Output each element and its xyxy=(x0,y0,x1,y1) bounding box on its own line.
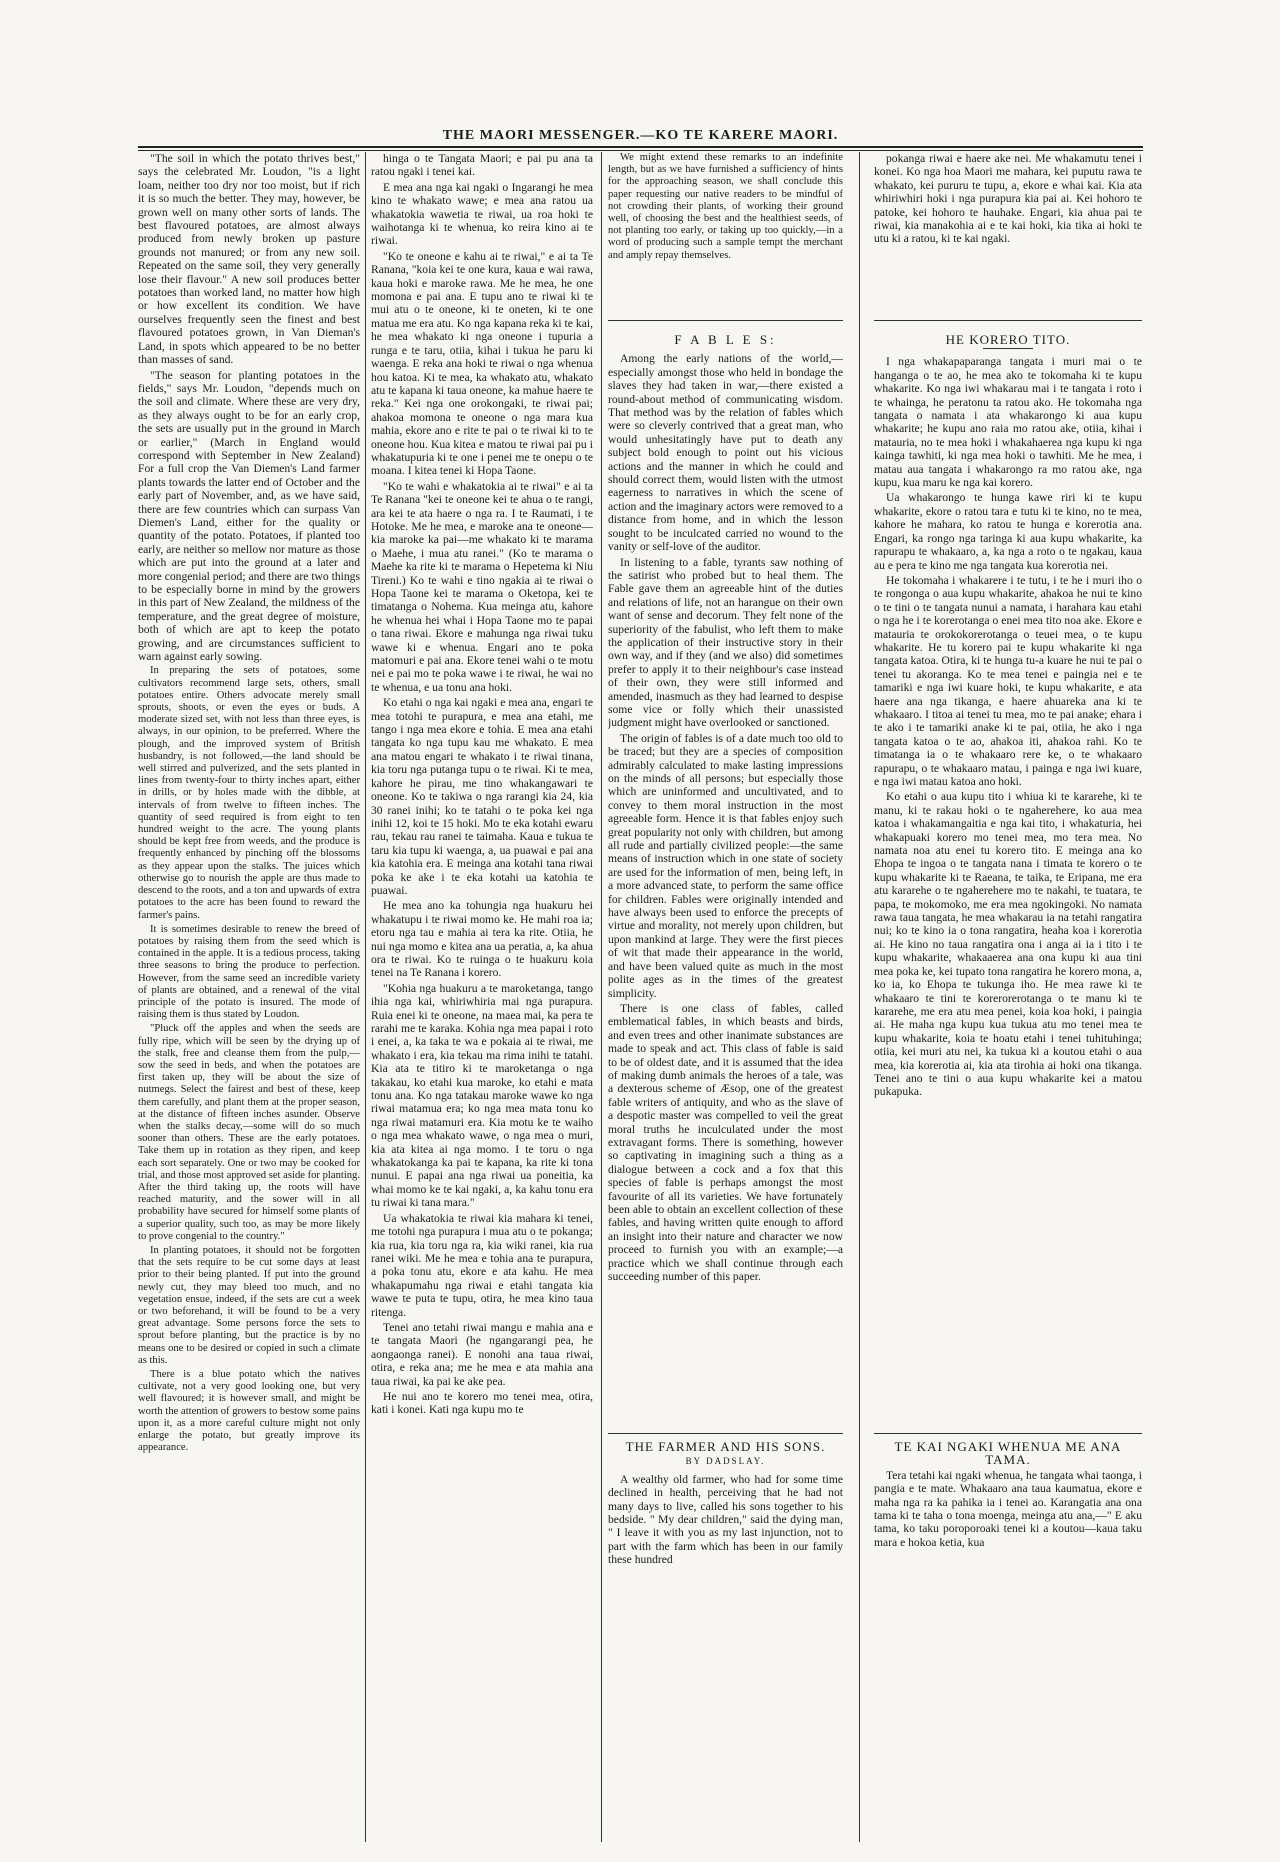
maori-article-conclusion xyxy=(874,152,1142,314)
article-paragraph: Ko etahi o aua kupu tito i whiua ki te kararehe, ki te manu, ki te rakau hoki o te ngaherehere, ko aua mea katoa i whakamangaitia e nga kai tito, i whakaturia, hei whakapuaki korero mo tenei mea, mo tera mea. No namata noa atu enei tu korero tito. E meinga ana ko Ehopa te ingoa o te tangata nana i timata te korero o te kupu whakarite ki te Raeana, te taika, te Eripana, me era atu kararehe o te ngaherehere mo te nakahi, te tuatara, te papa, te mokomoko, me era mea ngokingoki. No namata rawa taua tangata, he mea whakarau ia na tetahi rangatira nui; ko te kino ia o tona rangatira, heaha koa i korerotia ai. He kino no taua rangatira ona i anga ai ia i tito i te kupu whakarite, whakaaerea ana ona kupu ki aua tini mea poka ke, kei tupato tona rangatira he korero mona, a, ko ia, ko Ehopa te tukunga iho. He mea rawe ki te whakaaro te tini te korerorerotanga o te manu ki te kararehe, me era atu mea penei, koia koa hoki, i paingia ai. He maha nga kupu kua tukua atu mo tenei mea te kupu whakarite, koia te hoatu etahi i tenei tuhituhinga; otiia, kei muri atu nei, ka tukua ki a koutou etahi o aua mea, kia korerotia ai, kia ata tirohia ai hoki ona tikanga. Tenei ano te tini o aua kupu whakarite kei a matou pukapuka. xyxy=(874,790,1142,1099)
column-1-potato-article xyxy=(138,152,360,1842)
article-paragraph: It is sometimes desirable to renew the breed of potatoes by raising them from the seed which is contained in the apple. It is a tedious process, taking three seasons to bring the produce to perfection. However, from the same seed an incredible variety of plants are obtained, and a renewal of the vital principle of the potato is insured. The mode of raising them is thus stated by Loudon. xyxy=(138,923,360,1021)
article-paragraph: "The season for planting potatoes in the fields," says Mr. Loudon, "depends much on the soil and climate. Where these are very dry, as they always ought to be for an early crop, the sets are usually put in the ground in March or earlier," (March in England would correspond with September in New Zealand) For a full crop the Van Diemen's Land farmer plants towards the latter end of October and the early part of November, and, as we have said, there are few countries which can surpass Van Diemen's Land, either for the quality or quantity of the potato. Potatoes, if planted too early, are neither so mellow nor mature as those which are put into the ground at a later and more congenial period; and there are two things to be especially borne in mind by the growers in this part of New Zealand, the mildness of the temperature, and the great degree of moisture, both of which are apt to keep the potato growing, and are circumstances sufficient to warn against early sowing. xyxy=(138,368,360,664)
farmer-heading: THE FARMER AND HIS SONS. xyxy=(625,1439,826,1454)
korero-tito-section xyxy=(874,327,1142,1427)
article-paragraph: "Ko te wahi e whakatokia ai te riwai" e ai ta Te Ranana "kei te oneone kei te ahua o te rangi, ara kei te ata haere o nga ra. I te Raumati, i te Hotoke. Me he mea, e maroke ana te oneone—kia maroke ka pai—me whakato ki te marama o Maehe, i mua atu ranei." (Ko te marama o Maehe ka rite ki te marama o Hepetema ki Niu Tireni.) Ko te wahi e tino ngakia ai te riwai o Hopa Taone kei te marama o Oketopa, kei te timatanga o Nohema. Kua meinga atu, kahore he whenua hei whai i Hopa Taone mo te papai o tana riwai. Ekore e mahunga nga riwai tuku wawe ki e whenua. Engari ano te poka matomuri e pai ana. Ekore tenei wahi o te motu nei e pai mo te poka wawe i te riwai, he wai no te whenua, e ua tonu ana hoki. xyxy=(371,479,593,694)
article-paragraph: Ua whakarongo te hunga kawe riri ki te kupu whakarite, ekore o ratou tara e tutu ki te kino, no te mea, kahore he mahara, ko ratou te hunga e korerotia ana. Engari, ka rongo nga taringa ki aua kupu whakarite, ka rapurapu te whakaaro, a, ka nga a roto o te ngakau, kaua au e pera te kino me nga tangata kua korerotia nei. xyxy=(874,491,1142,572)
article-paragraph: We might extend these remarks to an indefinite length, but as we have furnished a sufficiency of hints for the approaching season, we shall conclude this paper requesting our native readers to be mindful of not crowding their plants, of working their ground well, of choosing the best and the healthiest seeds, of not planting too early, or taking up too quickly,—in a word of producing such a sample tempt the merchant and amply repay themselves. xyxy=(608,152,843,261)
article-paragraph: "The soil in which the potato thrives best," says the celebrated Mr. Loudon, "is a light loam, neither too dry nor too moist, but if rich it is so much the better. They may, however, be grown well on many other sorts of lands. The best flavoured potatoes, are almost always produced from newly broken up pasture grounds not manured; or from any new soil. Repeated on the same soil, they very generally lose their flavour." A new soil produces better potatoes than worked land, no matter how high or how excellent its condition. We have ourselves frequently seen the finest and best flavoured potatoes grown, in Van Dieman's Land, in spots which appeared to be no better than masses of sand. xyxy=(138,152,360,367)
section-rule xyxy=(874,320,1142,321)
article-paragraph: In planting potatoes, it should not be forgotten that the sets require to be cut some days at least prior to their being planted. If put into the ground newly cut, they may bleed too much, and no vegetation ensue, indeed, if the sets are cut a week or two beforehand, it will be found to be a very great advantage. Some persons force the sets to sprout before planting, but the practice is by no means one to be desired or copied in such a climate as this. xyxy=(138,1244,360,1366)
kai-ngaki-heading: TE KAI NGAKI WHENUA ME ANA TAMA. xyxy=(894,1439,1122,1468)
column-4-maori xyxy=(874,152,1142,1842)
article-paragraph: Among the early nations of the world,—especially amongst those who held in bondage the slaves they had taken in war,—there existed a round-about method of communicating wisdom. That method was by the relation of fables which were so cleverly contrived that a great man, who would unhesitatingly have put to death any subject bold enough to point out his vicious actions and the manner in which he could and should correct them, would listen with the utmost eagerness to narratives in which the scene of action and the imaginary actors were removed to a distance from home, and in which the lesson sought to be inculcated carried no wound to the vanity or self-love of the auditor. xyxy=(608,352,843,554)
fables-heading: F A B L E S: xyxy=(674,332,777,347)
article-paragraph: Ko etahi o nga kai ngaki e mea ana, engari te mea totohi te purapura, e mea ana etahi, me tango i nga mea ekore e tohia. E mea ana etahi tangata ko nga tupu kau me whakato. E mea ana matou engari te whakato i te riwai tinana, kia toru nga putanga tupu o te riwai. Ki te mea, kahore he pirau, me tino whakangawari te oneone. Ko te takiwa o nga rarangi kia 24, kia 30 ranei inihi; ko te tatahi o te poka kei nga inihi 12, koi te 15 hoki. Mo te eka kotahi ewaru rau, tekau rau ranei te taimaha. Kaua e tukua te taru kia tupu ki waenga, a, ua puawai e pai ana kia katohia era. E meinga ana kotahi tana riwai poka ke ake i te eka kotahi ua katohia te puawai. xyxy=(371,696,593,897)
article-paragraph: pokanga riwai e haere ake nei. Me whakamutu tenei i konei. Ko nga hoa Maori me mahara, kei puputu rawa te whakato, kei pururu te tupu, a, ekore e whai kai. Kia ata whiriwhiri hoki i nga purapura kia pai ai. Kei hohoro te patoke, kei hohoro te hauhake. Engari, kia ahua pai te riwai, kia manakohia ai e te kai hoki, kia tika ai hoki te utu ki a ratou, ki te kai ngaki. xyxy=(874,152,1142,246)
section-rule xyxy=(608,1433,843,1434)
article-paragraph: The origin of fables is of a date much too old to be traced; but they are a species of composition admirably calculated to make lasting impressions on the minds of all persons; but especially those which are uninformed and uncultivated, and to convey to them moral instruction in the most agreeable form. Hence it is that fables enjoy such great popularity not only with children, but among all rude and partially civilized people:—the same means of instruction which in one state of society are used for the information of men, being left, in a more advanced state, to perform the same office for children. Fables were originally intended and have always been used to enforce the precepts of virtue and morality, not merely upon children, but upon mankind at large. They were the first pieces of wit that made their appearance in the world, and have been valued quite as much in the most polite ages as in the times of the greatest simplicity. xyxy=(608,731,843,1000)
fables-section xyxy=(608,327,843,1427)
column-divider xyxy=(859,152,860,1842)
article-paragraph: E mea ana nga kai ngaki o Ingarangi he mea kino te whakato wawe; e mea ana ratou ua whakatokia wawetia te riwai, ua roa hoki te waihotanga ki te whenua, ko reira kino ai te riwai. xyxy=(371,180,593,248)
article-paragraph: Tera tetahi kai ngaki whenua, he tangata whai taonga, i pangia e te mate. Whakaaro ana taua kaumatua, ekore e maha nga ra ka pahika ia i tenei ao. Karangatia ana ona tama ki te taha o tona moenga, meinga atu ana,—" E aku tama, ko taku poroporoaki tenei ki a koutou—kaua taku mara e hokoa ketia, kua xyxy=(874,1468,1142,1549)
article-paragraph: A wealthy old farmer, who had for some time declined in health, perceiving that he had not many days to live, called his sons together to his bedside. " My dear children," said the dying man, " I leave it with you as my last injunction, not to part with the farm which has been in our family these hundred xyxy=(608,1472,843,1567)
korero-tito-heading: HE KORERO TITO. xyxy=(945,332,1071,347)
article-paragraph: He mea ano ka tohungia nga huakuru hei whakatupu i te riwai momo ke. He mahi roa ia; etoru nga tau e mahia ai tera ka rite. Otiia, he nui nga momo e kitea ana ua peratia, a, ka ahua ora te riwai. Ko te ruinga o te huakuru koia tenei na Te Ranana i korero. xyxy=(371,899,593,980)
article-paragraph: I nga whakapaparanga tangata i muri mai o te hanganga o te ao, he mea ako te tokomaha ki te kupu whakarite. Ko nga iwi whakarau mai i te tangata i roto i te whainga, he peratonu ta ratou ako. He tokomaha nga tangata o namata i ata whakarongo ki aua kupu whakarite; he kupu ano raia mo ratou ake, otiia, kihai i matauria, no te mea hoki i whakahaerea nga kupu ki nga kainga tawhiti, ki nga mea hoki o tawhiti. Me he mea, i matau aua tangata i whakarongo ra mo ratou ake, nga kupu, kua maru ke nga kai korero. xyxy=(874,355,1142,490)
article-paragraph: "Ko te oneone e kahu ai te riwai," e ai ta Te Ranana, "koia kei te one kura, kaua e wai rawa, kaua hoki e maroke rawa. Me he mea, he one momona e pai ana. E tupu ano te riwai ki te mui atu o te oneone, ki te oneten, ki te one matua me era atu. Ko nga kapana reka ki te kai, he mea whakato ki nga oneone i tupuria a runga e te taru, otiia, kihai i tukua he paru ki waenga. E reka ana hoki te riwai o nga whenua hou katoa. Ki te mea, ka whakato atu, whakato atu te kapana ki taua oneone, ka mahue haere te reka." Kei nga one orokongaki, te riwai pai; ahakoa momona te oneone o nga mara kua mahia, ekore ano e rite te pai o te riwai ki to te oneone hou. Kua kitea e matou te riwai pai pu i whakatupuria ki te one i penei me te onepu o te moana. I kitea tenei ki Hopa Taone. xyxy=(371,249,593,478)
article-paragraph: Tenei ano tetahi riwai mangu e mahia ana e te tangata Maori (he ngangarangi pea, he aongaonga ranei). E nonohi ana taua riwai, otira, e reka ana; me he mea e ata mahia ana taua riwai, ka pai ke ake pea. xyxy=(371,1320,593,1388)
article-paragraph: He nui ano te korero mo tenei mea, otira, kati i konei. Kati nga kupu mo te xyxy=(371,1389,593,1417)
article-paragraph: He tokomaha i whakarere i te tutu, i te he i muri iho o te rongonga o aua kupu whakarite, ahakoa he nui te kino o te tini o te tangata nunui a namata, i harahara kau etahi o nga he i te korerotanga o enei mea tito noa ake. Ekore e matauria te orokokorerotanga o teuei mea, o te kupu whakarite. He tu korero pai te kupu whakarite ki nga tangata katoa. Otira, ki te hunga tu-a kuare he nui te pai o tenei tu akoranga. Ko te mea tenei e paingia nei e te tamariki e nga iwi kuare hoki, te kupu whakarite, e ata haere ana nga tikanga, e haere ahuareka ana ki te whakaaro. I titoa ai tenei tu mea, mo te pai anake; ehara i te ako i te tamariki anake ki te pai, otiia, he ako i nga tangata katoa o te ao, ahakoa iti, ahakoa rahi. Ko te timatanga ia o te whakaaro rere ke, o te whakaaro rapurapu, o te whakaaro matau, i painga e nga iwi kuare, e nga iwi matau katoa ano hoki. xyxy=(874,573,1142,788)
header-rule xyxy=(138,146,1143,151)
article-paragraph: There is a blue potato which the natives cultivate, not a very good looking one, but very well flavoured; it is however small, and might be worth the attention of growers to bestow some pains upon it, as a more careful culture might not only enlarge the potato, but greatly improve its appearance. xyxy=(138,1369,360,1454)
heading-rule xyxy=(983,348,1033,349)
article-paragraph: In listening to a fable, tyrants saw nothing of the satirist who probed but to heal them. The Fable gave them an agreeable hint of the duties and relations of life, not an harangue on their own want of sense and decorum. They felt none of the superiority of the fabulist, who left them to make the application of their instructive story in their own way, and if they (and we also) did sometimes prefer to apply it to their neighbour's case instead of their own, they were still informed and amended, inasmuch as they had learned to despise some vice or folly which their unassisted judgment might have overlooked or sanctioned. xyxy=(608,555,843,730)
article-paragraph: hinga o te Tangata Maori; e pai pu ana ta ratou ngaki i tenei kai. xyxy=(371,152,593,179)
column-2-maori-article xyxy=(371,152,593,1842)
article-paragraph: Ua whakatokia te riwai kia mahara ki tenei, me totohi nga purapura i mua atu o te pokanga; kia rua, kia toru nga ra, kia wiki ranei, kia rua ranei wiki. Me he mea e tohia ana te purapura, a poka tonu atu, ekore e ata kahu. He mea whakapumahu nga riwai e etahi tangata kia wawe te puta te tupu, otira, he mea kino taua ritenga. xyxy=(371,1211,593,1319)
potato-article-conclusion xyxy=(608,152,843,314)
column-divider xyxy=(365,152,366,1842)
article-paragraph: In preparing the sets of potatoes, some cultivators recommend large sets, others, small potatoes entire. Others advocate merely small sprouts, shoots, or even the eyes or buds. A moderate sized set, with not less than three eyes, is always, in our opinion, to be preferred. Where the plough, and the improved system of British husbandry, is not followed,—the land should be well stirred and pulverized, and the sets planted in lines from twenty-four to thirty inches apart, either in drills, or by holes made with the dibble, at intervals of from twelve to fifteen inches. The quantity of seed required is from eight to ten hundred weight to the acre. The young plants should be kept free from weeds, and the produce is frequently enhanced by pinching off the blossoms as they appear upon the stalks. The juices which otherwise go to nourish the apple are thus made to descend to the roots, and a ton and upwards of extra potatoes to the acre has been found to reward the farmer's pains. xyxy=(138,665,360,921)
article-paragraph: "Pluck off the apples and when the seeds are fully ripe, which will be seen by the drying up of the stalk, free and cleanse them from the pulp,—sow the seed in beds, and when the potatoes are first taken up, they will be about the size of nutmegs. Select the fairest and best of these, keep them carefully, and plant them at the proper season, at the distance of fifteen inches asunder. Observe when the stalks decay,—some will do so much sooner than others. These are the early potatoes. Take them up in rotation as they ripen, and keep each sort separately. One or two may be cooked for trial, and those most approved set aside for planting. After the third taking up, the roots will have reached maturity, and the sower will in all probability have secured for himself some plants of a superior quality, such too, as may be more likely to prove congenial to the country." xyxy=(138,1023,360,1242)
column-divider xyxy=(601,152,602,1842)
running-head: THE MAORI MESSENGER.—KO TE KARERE MAORI. xyxy=(442,128,839,143)
farmer-byline: BY DADSLAY. xyxy=(685,1456,766,1467)
section-rule xyxy=(608,320,843,321)
column-3-english xyxy=(608,152,843,1842)
article-paragraph: "Kohia nga huakuru a te maroketanga, tango ihia nga kai, whiriwhiria mai nga purapura. Ruia enei ki te oneone, na maea mai, ka pera te rarahi me te karaka. Kohia nga mea papai i roto i enei, a, ka taka te wa e pokaia ai te riwai, me whakato i era, kia tekau ma rima inihi te tatahi. Kia ata te titiro ki te maroketanga o nga takakau, ko etahi kua maroke, ko etahi e mata tonu ana. Ko nga tatakau maroke wawe ko nga riwai matamua era; ko nga mea mata tonu ko nga riwai matamuri era. Kia motu ke te waiho o nga mea whakato wawe, o nga mea o muri, kia ata kitea ai nga momo. I te toru o nga whakatokanga ka pai te kapana, ka rite ki tona nunui. E papai ana nga riwai ua poneitia, ka whai momo ke te kai ngaki, a, ka kahu tonu era tu riwai ki tana mara." xyxy=(371,981,593,1210)
section-rule xyxy=(874,1433,1142,1434)
article-paragraph: There is one class of fables, called emblematical fables, in which beasts and birds, and even trees and other inanimate substances are made to speak and act. This class of fable is said to be of oldest date, and it is assumed that the idea of making dumb animals the heroes of a tale, was a dexterous scheme of Æsop, one of the greatest fable writers of antiquity, and who as the slave of a despotic master was compelled to veil the great moral truths he inculculated under the most extravagant forms. There is something, however so captivating in imagining such a thing as a dialogue between a cock and a fox that this species of fable is perhaps amongst the most favourite of all its varieties. We have fortunately been able to obtain an excellent collection of these fables, and having written quite enough to afford an insight into their nature and character we now proceed to furnish you with an example;—a practice which we shall continue through each succeeding number of this paper. xyxy=(608,1001,843,1284)
